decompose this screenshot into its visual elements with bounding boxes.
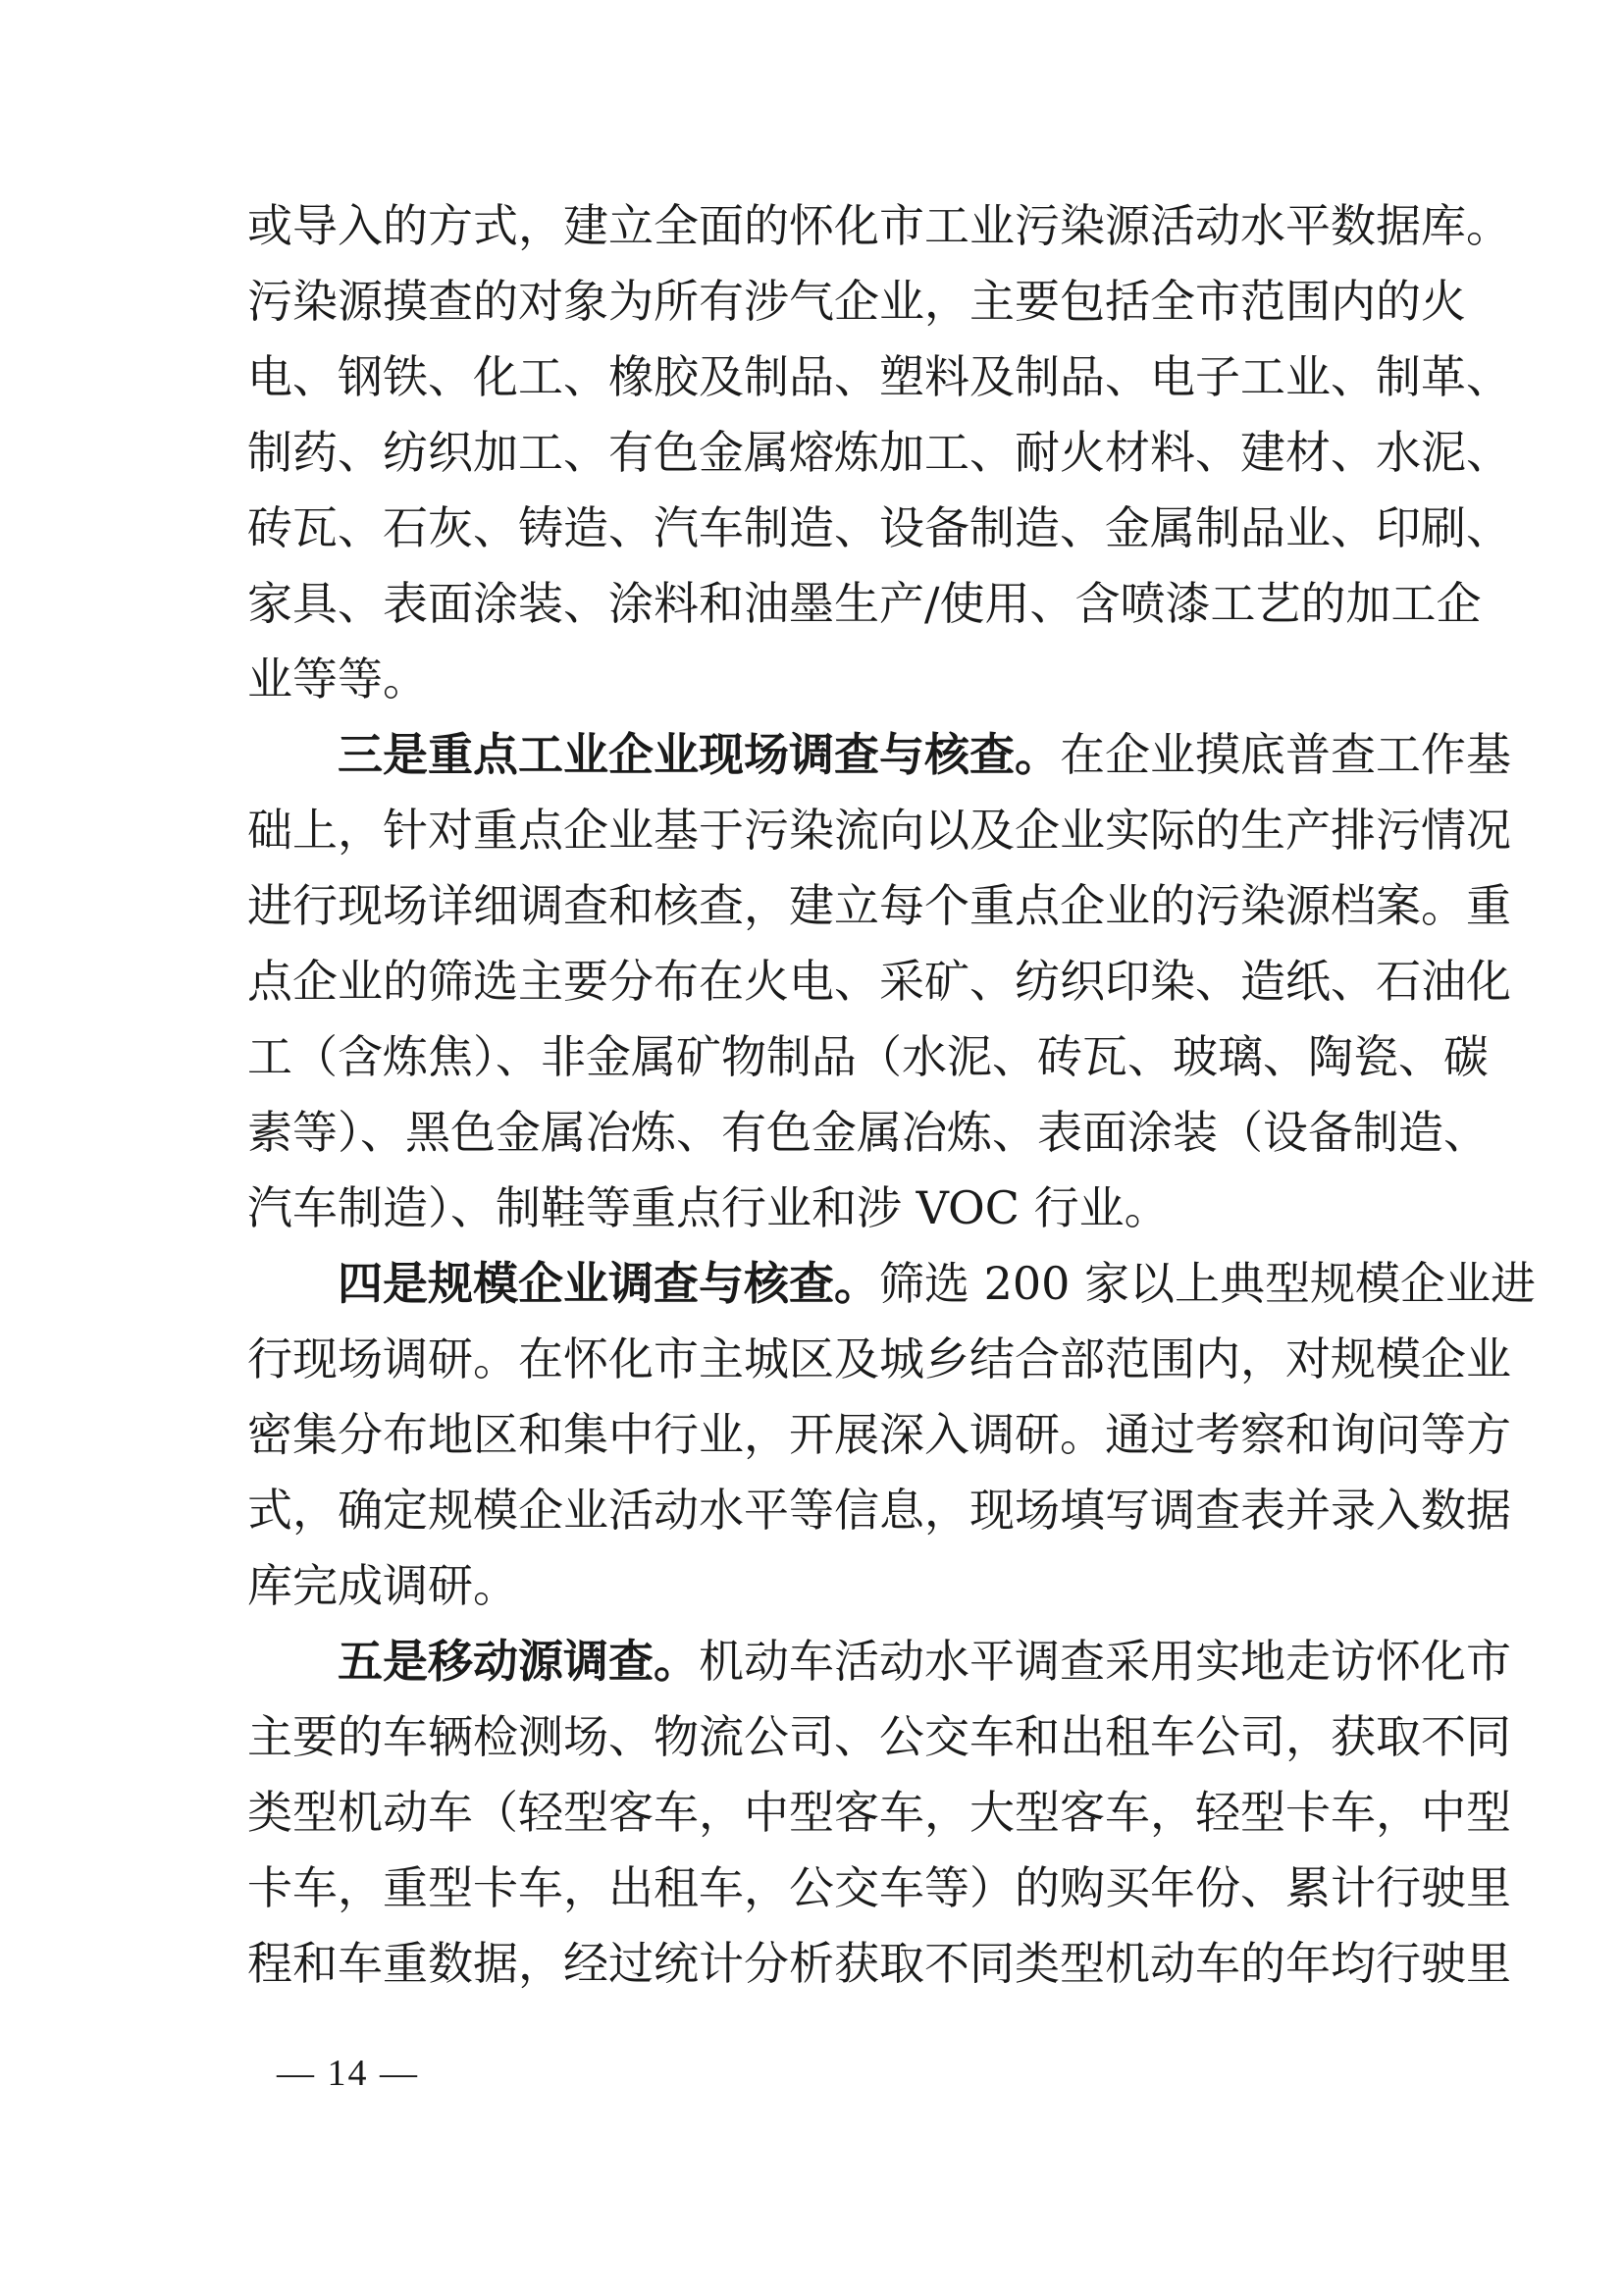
text-line: 行现场调研。在怀化市主城区及城乡结合部范围内，对规模企业 [247,1332,1511,1385]
paragraph-text: 在企业摸底普查工作基 [1060,728,1511,781]
paragraph-first-line [247,1632,1511,1691]
text-line: 程和车重数据，经过统计分析获取不同类型机动车的年均行驶里 [247,1937,1511,1990]
paragraph-first-line [247,1254,1537,1313]
text-line: 制药、纺织加工、有色金属熔炼加工、耐火材料、建材、水泥、 [247,426,1511,479]
text-line: 污染源摸查的对象为所有涉气企业，主要包括全市范围内的火 [247,275,1466,328]
text-line: 电、钢铁、化工、橡胶及制品、塑料及制品、电子工业、制革、 [247,350,1511,403]
text-line: 汽车制造）、制鞋等重点行业和涉 VOC 行业。 [247,1181,1170,1234]
page-number: — 14 — [277,2053,419,2094]
paragraph-heading: 三是重点工业企业现场调查与核查。 [338,728,1060,781]
text-line: 素等）、黑色金属冶炼、有色金属冶炼、表面涂装（设备制造、 [247,1106,1489,1159]
text-line: 类型机动车（轻型客车，中型客车，大型客车，轻型卡车，中型 [247,1786,1511,1839]
paragraph-heading: 四是规模企业调查与核查。 [338,1257,879,1310]
paragraph-text: 筛选 200 家以上典型规模企业进 [879,1257,1537,1310]
paragraph-heading: 五是移动源调查。 [338,1635,699,1688]
text-line: 密集分布地区和集中行业，开展深入调研。通过考察和询问等方 [247,1408,1511,1461]
text-line: 点企业的筛选主要分布在火电、采矿、纺织印染、造纸、石油化 [247,955,1511,1008]
paragraph-text: 机动车活动水平调查采用实地走访怀化市 [699,1635,1511,1688]
text-line: 主要的车辆检测场、物流公司、公交车和出租车公司，获取不同 [247,1710,1511,1763]
paragraph-first-line [247,725,1511,784]
text-line: 础上，针对重点企业基于污染流向以及企业实际的生产排污情况 [247,804,1511,857]
text-line: 卡车，重型卡车，出租车，公交车等）的购买年份、累计行驶里 [247,1861,1511,1914]
text-line: 砖瓦、石灰、铸造、汽车制造、设备制造、金属制品业、印刷、 [247,501,1511,554]
text-line: 式，确定规模企业活动水平等信息，现场填写调查表并录入数据 [247,1484,1511,1537]
text-line: 工（含炼焦）、非金属矿物制品（水泥、砖瓦、玻璃、陶瓷、碳 [247,1030,1489,1083]
text-line: 库完成调研。 [247,1559,518,1612]
text-line: 业等等。 [247,652,428,705]
text-line: 进行现场详细调查和核查，建立每个重点企业的污染源档案。重 [247,879,1511,932]
text-line: 或导入的方式，建立全面的怀化市工业污染源活动水平数据库。 [247,199,1511,252]
text-line: 家具、表面涂装、涂料和油墨生产/使用、含喷漆工艺的加工企 [247,577,1482,630]
